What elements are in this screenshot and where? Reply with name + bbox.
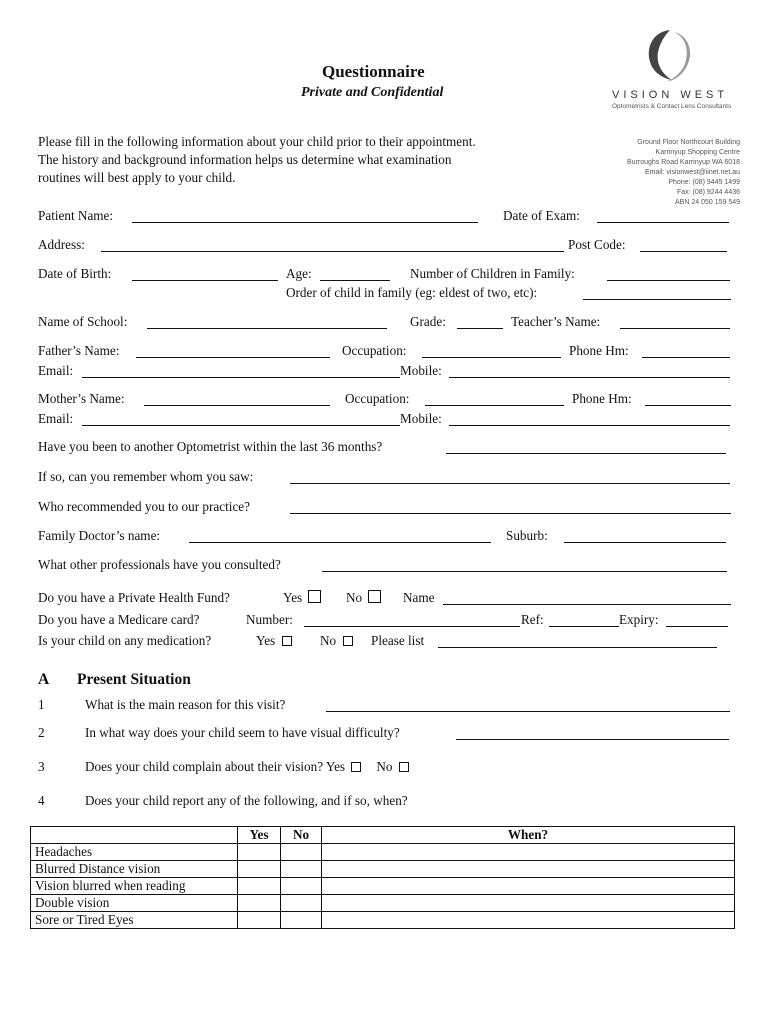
medicare-expiry-field[interactable] xyxy=(666,626,728,627)
mother-name-label: Mother’s Name: xyxy=(38,391,125,406)
table-header-blank xyxy=(31,827,238,844)
mother-phone-field[interactable] xyxy=(645,405,731,406)
father-name-label: Father’s Name: xyxy=(38,343,120,358)
no-label: No xyxy=(346,590,363,605)
father-email-field[interactable] xyxy=(82,377,400,378)
yes-checkbox[interactable] xyxy=(308,590,321,603)
address-label: Address: xyxy=(38,237,85,252)
prev-optometrist-field[interactable] xyxy=(446,453,726,454)
date-of-exam-field[interactable] xyxy=(597,222,729,223)
recommended-field[interactable] xyxy=(290,513,731,514)
question-2-field[interactable] xyxy=(456,739,729,740)
table-row xyxy=(31,878,735,895)
medication-yes[interactable] xyxy=(256,633,292,649)
no-label: No xyxy=(376,759,393,774)
post-code-label: Post Code: xyxy=(568,237,626,252)
father-occupation-field[interactable] xyxy=(422,357,561,358)
no-cell[interactable] xyxy=(281,861,322,878)
date-of-exam-label: Date of Exam: xyxy=(503,208,580,223)
family-doctor-label: Family Doctor’s name: xyxy=(38,528,161,543)
intro-text: Please fill in the following information about your child prior to their appointment. The history and background information helps us determine what examination routines will best apply to your child. xyxy=(38,134,476,185)
when-cell[interactable] xyxy=(322,878,735,895)
health-fund-no[interactable] xyxy=(346,590,381,606)
mother-mobile-field[interactable] xyxy=(449,425,730,426)
yes-checkbox[interactable] xyxy=(351,762,361,772)
mother-name-field[interactable] xyxy=(144,405,330,406)
no-cell[interactable] xyxy=(281,895,322,912)
question-2-number: 2 xyxy=(38,725,45,740)
recommended-label: Who recommended you to our practice? xyxy=(38,499,251,514)
post-code-field[interactable] xyxy=(640,251,727,252)
dob-field[interactable] xyxy=(132,280,278,281)
logo-brand: VISION WEST xyxy=(612,89,729,101)
whom-field[interactable] xyxy=(290,483,730,484)
age-label: Age: xyxy=(286,266,312,281)
symptom-label: Headaches xyxy=(31,844,238,861)
question-4-number: 4 xyxy=(38,793,45,808)
school-field[interactable] xyxy=(147,328,387,329)
mother-occupation-field[interactable] xyxy=(425,405,564,406)
when-cell[interactable] xyxy=(322,844,735,861)
question-3-text xyxy=(85,759,409,775)
question-1-number: 1 xyxy=(38,697,45,712)
question-3-no[interactable] xyxy=(376,759,408,774)
section-title: Present Situation xyxy=(77,671,191,688)
mother-occupation-label: Occupation: xyxy=(345,391,410,406)
yes-cell[interactable] xyxy=(238,861,281,878)
when-cell[interactable] xyxy=(322,861,735,878)
when-cell[interactable] xyxy=(322,912,735,929)
medicare-number-field[interactable] xyxy=(304,626,520,627)
practice-address: Ground Floor Northcourt Building Karrinyup Shopping Centre Burroughs Road Karrinyup WA 6018 Email: visionwest@iinet.net.au Phone: (08) 9445 1499 Fax: (08) 9244 4436 ABN 24 050 159 549 xyxy=(627,139,740,206)
num-children-field[interactable] xyxy=(607,280,730,281)
yes-cell[interactable] xyxy=(238,895,281,912)
fund-name-label: Name xyxy=(403,590,435,605)
health-fund-yes[interactable] xyxy=(283,590,321,606)
medicare-expiry-label: Expiry: xyxy=(619,612,659,627)
mother-mobile-label: Mobile: xyxy=(400,411,442,426)
num-children-label: Number of Children in Family: xyxy=(410,266,575,281)
table-row xyxy=(31,912,735,929)
logo-tagline: Optometrists & Contact Lens Consultants xyxy=(612,103,732,110)
patient-name-field[interactable] xyxy=(132,222,478,223)
question-3-prompt: Does your child complain about their vision? xyxy=(85,759,324,774)
no-cell[interactable] xyxy=(281,878,322,895)
age-field[interactable] xyxy=(320,280,390,281)
no-checkbox[interactable] xyxy=(368,590,381,603)
other-professionals-field[interactable] xyxy=(322,571,727,572)
medicare-number-label: Number: xyxy=(246,612,293,627)
question-1-field[interactable] xyxy=(326,711,730,712)
question-2-text: In what way does your child seem to have visual difficulty? xyxy=(85,725,400,740)
table-header-row xyxy=(31,827,735,844)
no-cell[interactable] xyxy=(281,912,322,929)
yes-cell[interactable] xyxy=(238,912,281,929)
father-name-field[interactable] xyxy=(136,357,330,358)
suburb-label: Suburb: xyxy=(506,528,548,543)
medication-label: Is your child on any medication? xyxy=(38,633,212,648)
grade-label: Grade: xyxy=(410,314,446,329)
yes-checkbox[interactable] xyxy=(282,636,292,646)
table-header-when: When? xyxy=(322,827,735,844)
order-child-field[interactable] xyxy=(583,299,731,300)
mother-email-field[interactable] xyxy=(82,425,400,426)
address-field[interactable] xyxy=(101,251,564,252)
whom-label: If so, can you remember whom you saw: xyxy=(38,469,254,484)
no-checkbox[interactable] xyxy=(399,762,409,772)
symptoms-table xyxy=(30,826,735,929)
yes-cell[interactable] xyxy=(238,844,281,861)
table-header-no: No xyxy=(281,827,322,844)
order-child-label: Order of child in family (eg: eldest of two, etc): xyxy=(286,285,538,300)
please-list-label: Please list xyxy=(371,633,425,648)
section-letter: A xyxy=(38,671,50,688)
mother-email-label: Email: xyxy=(38,411,74,426)
teacher-field[interactable] xyxy=(620,328,730,329)
father-phone-label: Phone Hm: xyxy=(569,343,629,358)
yes-label: Yes xyxy=(325,759,346,774)
table-row xyxy=(31,895,735,912)
other-professionals-label: What other professionals have you consulted? xyxy=(38,557,281,572)
yes-label: Yes xyxy=(256,633,276,648)
medicare-ref-field[interactable] xyxy=(549,626,619,627)
table-row xyxy=(31,861,735,878)
page-subtitle: Private and Confidential xyxy=(301,85,444,100)
medicare-ref-label: Ref: xyxy=(521,612,544,627)
grade-field[interactable] xyxy=(457,328,503,329)
fund-name-field[interactable] xyxy=(443,604,731,605)
dob-label: Date of Birth: xyxy=(38,266,112,281)
mother-phone-label: Phone Hm: xyxy=(572,391,632,406)
no-cell[interactable] xyxy=(281,844,322,861)
question-1-text: What is the main reason for this visit? xyxy=(85,697,286,712)
father-phone-field[interactable] xyxy=(642,357,730,358)
table-header-yes: Yes xyxy=(238,827,281,844)
medicare-label: Do you have a Medicare card? xyxy=(38,612,200,627)
health-fund-label: Do you have a Private Health Fund? xyxy=(38,590,230,605)
no-checkbox[interactable] xyxy=(343,636,353,646)
school-label: Name of School: xyxy=(38,314,128,329)
teacher-label: Teacher’s Name: xyxy=(511,314,601,329)
family-doctor-field[interactable] xyxy=(189,542,491,543)
symptom-label: Blurred Distance vision xyxy=(31,861,238,878)
question-4-text: Does your child report any of the following, and if so, when? xyxy=(85,793,408,808)
suburb-field[interactable] xyxy=(564,542,726,543)
question-3-number: 3 xyxy=(38,759,45,774)
yes-cell[interactable] xyxy=(238,878,281,895)
no-label: No xyxy=(320,633,337,648)
yes-label: Yes xyxy=(283,590,303,605)
page-title: Questionnaire xyxy=(322,62,425,81)
table-row xyxy=(31,844,735,861)
logo-mark-icon xyxy=(642,26,692,86)
father-occupation-label: Occupation: xyxy=(342,343,407,358)
symptom-label: Double vision xyxy=(31,895,238,912)
symptom-label: Sore or Tired Eyes xyxy=(31,912,238,929)
question-3-yes[interactable] xyxy=(326,759,361,774)
father-mobile-label: Mobile: xyxy=(400,363,442,378)
medication-list-field[interactable] xyxy=(438,647,717,648)
patient-name-label: Patient Name: xyxy=(38,208,114,223)
when-cell[interactable] xyxy=(322,895,735,912)
father-email-label: Email: xyxy=(38,363,74,378)
medication-no[interactable] xyxy=(320,633,353,649)
father-mobile-field[interactable] xyxy=(449,377,730,378)
symptom-label: Vision blurred when reading xyxy=(31,878,238,895)
prev-optometrist-label: Have you been to another Optometrist within the last 36 months? xyxy=(38,439,383,454)
